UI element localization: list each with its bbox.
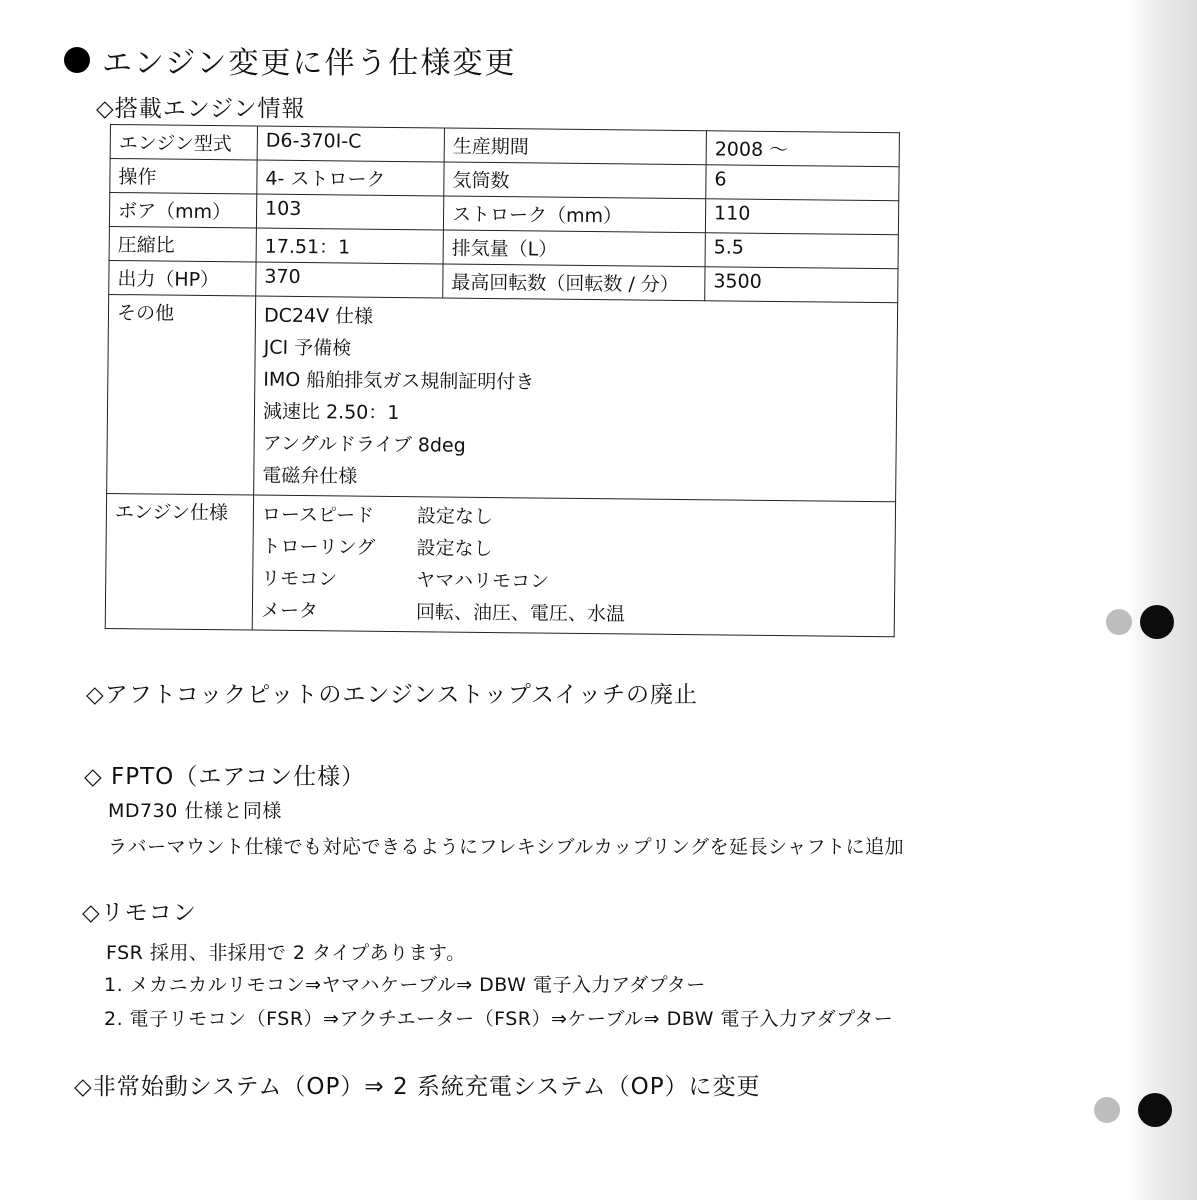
remocon-line: FSR 採用、非採用で 2 タイプあります。 xyxy=(106,942,466,964)
engine-info-heading: ◇搭載エンジン情報 xyxy=(96,96,306,122)
table-label: 操作 xyxy=(110,159,257,195)
binder-hole-shadow xyxy=(1106,609,1132,635)
fpto-line: ラバーマウント仕様でも対応できるようにフレキシブルカップリングを延長シャフトに追加 xyxy=(108,836,905,858)
table-value: D6-370I-C xyxy=(257,126,444,162)
other-spec-line: 減速比 2.50：1 xyxy=(262,400,400,425)
table-label: 排気量（L） xyxy=(443,230,705,267)
remocon-heading: ◇リモコン xyxy=(82,900,197,926)
engine-spec-table xyxy=(105,124,900,637)
table-value: 110 xyxy=(705,199,898,235)
table-value: 103 xyxy=(256,194,443,230)
emergency-heading: ◇非常始動システム（OP）⇒ 2 系統充電システム（OP）に変更 xyxy=(74,1074,761,1100)
fpto-line: MD730 仕様と同様 xyxy=(108,800,282,822)
other-spec-line: 電磁弁仕様 xyxy=(262,464,358,488)
table-label: ボア（mm） xyxy=(109,193,256,229)
table-value: 370 xyxy=(256,262,443,298)
table-label: 圧縮比 xyxy=(109,226,256,262)
table-label: エンジン型式 xyxy=(110,125,257,161)
fpto-heading: ◇ FPTO（エアコン仕様） xyxy=(84,764,366,790)
binder-hole xyxy=(1140,605,1174,639)
aft-stop-heading: ◇アフトコックピットのエンジンストップスイッチの廃止 xyxy=(86,682,699,708)
table-value: 6 xyxy=(706,165,899,201)
other-spec-line: IMO 船舶排気ガス規制証明付き xyxy=(263,368,535,394)
page-edge-shadow xyxy=(1125,0,1197,1200)
remocon-line: 2. 電子リモコン（FSR）⇒アクチエーター（FSR）⇒ケーブル⇒ DBW 電子入力アダプター xyxy=(104,1008,894,1030)
table-row-other xyxy=(107,294,898,501)
table-value: 17.51：1 xyxy=(256,228,443,264)
table-label: 生産期間 xyxy=(444,128,706,165)
other-spec-line: DC24V 仕様 xyxy=(263,304,374,328)
table-label: その他 xyxy=(107,294,256,495)
engine-spec-item: ロースピード 設定なし xyxy=(261,503,494,529)
other-spec-line: アングルドライブ 8deg xyxy=(262,432,466,457)
engine-spec-cell xyxy=(252,495,895,637)
engine-spec-item: メータ 回転、油圧、電圧、水温 xyxy=(260,599,626,626)
other-spec-line: JCI 予備検 xyxy=(263,336,352,360)
table-label: ストローク（mm） xyxy=(443,196,705,233)
table-label: エンジン仕様 xyxy=(105,493,253,630)
table-value: 2008 ～ xyxy=(706,131,899,167)
binder-hole-shadow xyxy=(1094,1097,1120,1123)
other-specs-cell xyxy=(254,296,898,502)
table-label: 気筒数 xyxy=(444,162,706,199)
table-row-engine-spec xyxy=(105,493,895,636)
page-title: エンジン変更に伴う仕様変更 xyxy=(64,38,517,82)
table-value: 4- ストローク xyxy=(257,160,444,196)
table-label: 最高回転数（回転数 / 分） xyxy=(443,264,705,301)
engine-spec-item: トローリング 設定なし xyxy=(261,535,493,561)
table-label: 出力（HP） xyxy=(109,260,256,296)
table-value: 5.5 xyxy=(705,233,898,269)
bullet-icon xyxy=(64,47,90,73)
remocon-line: 1. メカニカルリモコン⇒ヤマハケーブル⇒ DBW 電子入力アダプター xyxy=(104,974,706,996)
engine-spec-item: リモコン ヤマハリモコン xyxy=(261,567,550,593)
binder-hole xyxy=(1138,1093,1172,1127)
table-value: 3500 xyxy=(705,267,898,303)
